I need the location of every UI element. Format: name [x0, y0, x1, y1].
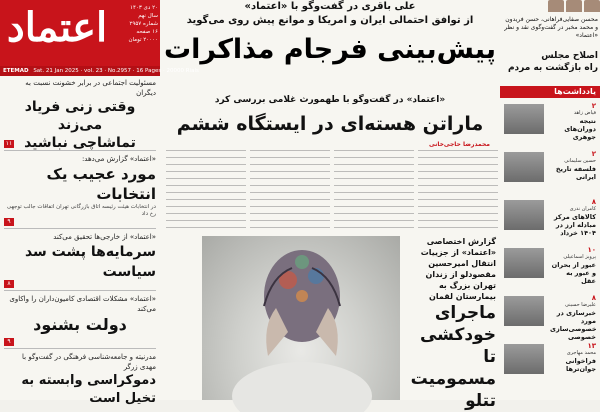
page-ref: ۹ [4, 218, 14, 226]
note-item[interactable] [502, 102, 598, 141]
author-portrait [504, 152, 544, 182]
story-headline: دولت بشنود [33, 315, 127, 334]
notes-section-title: یادداشت‌ها [500, 86, 600, 98]
white-shirt-shape [232, 362, 372, 412]
note-page: ۲ [591, 150, 596, 158]
guest-portraits [500, 0, 600, 12]
story-1[interactable] [4, 78, 156, 152]
author-portrait [504, 344, 544, 374]
note-page: ۱۰ [587, 246, 596, 254]
issue-pages: ۱۶ صفحه [136, 29, 158, 35]
note-title: کالاهای مرکز مبادله ارز در ۱۴۰۴ خرداد [553, 213, 596, 237]
note-author: فیاض زاهد [573, 110, 596, 116]
note-title: فلسفه تاریخ ایرانی [555, 165, 596, 181]
divider [4, 150, 156, 151]
byline: محمدرضا حاجی‌خانی [429, 141, 490, 148]
text-column [166, 150, 246, 234]
center-column [162, 0, 498, 411]
text-column [334, 150, 414, 234]
story-2[interactable] [4, 154, 156, 218]
author-portrait [504, 248, 544, 278]
issue-year: سال نهم [138, 13, 158, 19]
masthead-strip [0, 66, 199, 76]
side-kicker: گزارش اختصاصی «اعتماد» از جزییات انتقال امیرحسین مقصودلو از زندان تهران بزرگ به بیمارستان لقمان [420, 237, 496, 301]
note-item[interactable] [502, 246, 598, 285]
note-item[interactable] [502, 294, 598, 341]
note-page: ۸ [591, 198, 596, 206]
interview-caption: محسن صفایی‌فراهانی، حسن فریدون و محمد مخبر در گفت‌وگوی نقد و نظر «اعتماد» [504, 16, 598, 39]
masthead [0, 0, 160, 66]
strip-info: Sat. 21 Jan 2025 · vol. 23 · No.2957 · 16 Pages · 20000 Rials [33, 68, 199, 74]
note-title: فراخوانی جوان‌ترها [565, 357, 596, 373]
page-ref: ۱۱ [5, 140, 13, 147]
note-page: ۸ [591, 294, 596, 302]
story-kicker: «اعتماد» گزارش می‌دهد: [81, 155, 156, 163]
side-headline: ماجرای خودکشی تا مسمومیت تتلو [410, 303, 496, 411]
photo-illustration [202, 236, 400, 400]
divider [4, 228, 156, 229]
newspaper-logo[interactable]: اعتماد [6, 4, 108, 51]
author-portrait [504, 296, 544, 326]
story-body: در انتخابات هیئت رئیسه اتاق بازرگانی تهران اتفاقات جالب توجهی رخ داد [6, 204, 156, 217]
note-title: عبور از بحران و عبور به عقل [551, 261, 596, 285]
story-headline: وقتی زنی فریاد می‌زند تماشاچی نباشید [24, 99, 136, 151]
text-column [250, 150, 330, 234]
story-kicker: «اعتماد» از خارجی‌ها تحقیق می‌کند [53, 233, 156, 241]
text-column [418, 150, 498, 234]
issue-price: ۲۰۰۰۰ تومان [128, 37, 158, 43]
note-page: ۲ [591, 102, 596, 110]
portrait-photo [566, 0, 582, 12]
body-columns [162, 150, 498, 234]
note-author: پرویز اسماعیلی [563, 254, 596, 260]
tattoo-flower [296, 290, 308, 302]
divider [4, 290, 156, 291]
note-title: نتیجه دوران‌های جوهری [564, 117, 596, 141]
note-item[interactable] [502, 150, 598, 184]
note-page: ۱۳ [587, 342, 596, 350]
portrait-photo [548, 0, 564, 12]
right-column [500, 0, 600, 400]
brand-latin: ETEMAD [3, 68, 29, 74]
tattoo-flower [295, 255, 309, 269]
story-5[interactable] [4, 352, 156, 408]
left-column [0, 76, 160, 406]
issue-number: شماره ۲۹۵۷ [129, 21, 158, 27]
story-headline: مورد عجیب یک انتخابات [46, 165, 156, 203]
note-item[interactable] [502, 198, 598, 237]
main-headline[interactable]: پیش‌بینی فرجام مذاکرات [164, 34, 496, 65]
note-title: خبرسازی در مورد خصوصی‌سازی خصوصی [550, 309, 597, 341]
author-portrait [504, 200, 544, 230]
divider [4, 348, 156, 349]
issue-info [108, 4, 158, 54]
note-author: محمد مهاجری [566, 350, 596, 356]
issue-date: ۲۰ دی ۱۴۰۳ [129, 5, 158, 11]
story-kicker: «اعتماد» مشکلات اقتصادی کامیون‌داران را واکاوی می‌کند [9, 295, 156, 313]
main-subtitle: از توافق احتمالی ایران و امریکا و موانع پیش روی می‌گوید [186, 15, 474, 26]
note-item[interactable] [502, 342, 598, 376]
tattooed-man-photo[interactable] [202, 236, 400, 400]
story-headline: دموکراسی وابسته به تخیل است [21, 373, 156, 406]
main-kicker: علی باقری در گفت‌وگو با «اعتماد» [244, 1, 416, 12]
story-4[interactable] [4, 294, 156, 336]
page-ref: ۹ [4, 338, 14, 346]
tataloo-story[interactable] [406, 236, 496, 411]
story-headline: سرمایه‌ها پشت سد سیاست [24, 244, 156, 280]
author-portrait [504, 104, 544, 134]
second-headline[interactable]: ماراتن هسته‌ای در ایستگاه ششم [176, 113, 484, 135]
portrait-photo [584, 0, 600, 12]
note-author: حسین سلیمانی [564, 158, 596, 164]
note-author: کامران ندری [569, 206, 596, 212]
story-3[interactable] [4, 232, 156, 282]
interview-headline[interactable]: اصلاح مجلس راه بازگشت به مردم [507, 51, 598, 73]
note-author: علیرضا حسینی [564, 302, 596, 308]
story-kicker: مدرنیته و جامعه‌شناسی فرهنگی در گفت‌وگو با مهدی زرگر [22, 353, 156, 371]
page-ref: ۸ [4, 280, 14, 288]
second-kicker: «اعتماد» در گفت‌وگو با طهمورث غلامی بررسی کرد [214, 95, 446, 105]
story-kicker: مسئولیت اجتماعی در برابر خشونت نسبت به دیگران [25, 79, 156, 97]
